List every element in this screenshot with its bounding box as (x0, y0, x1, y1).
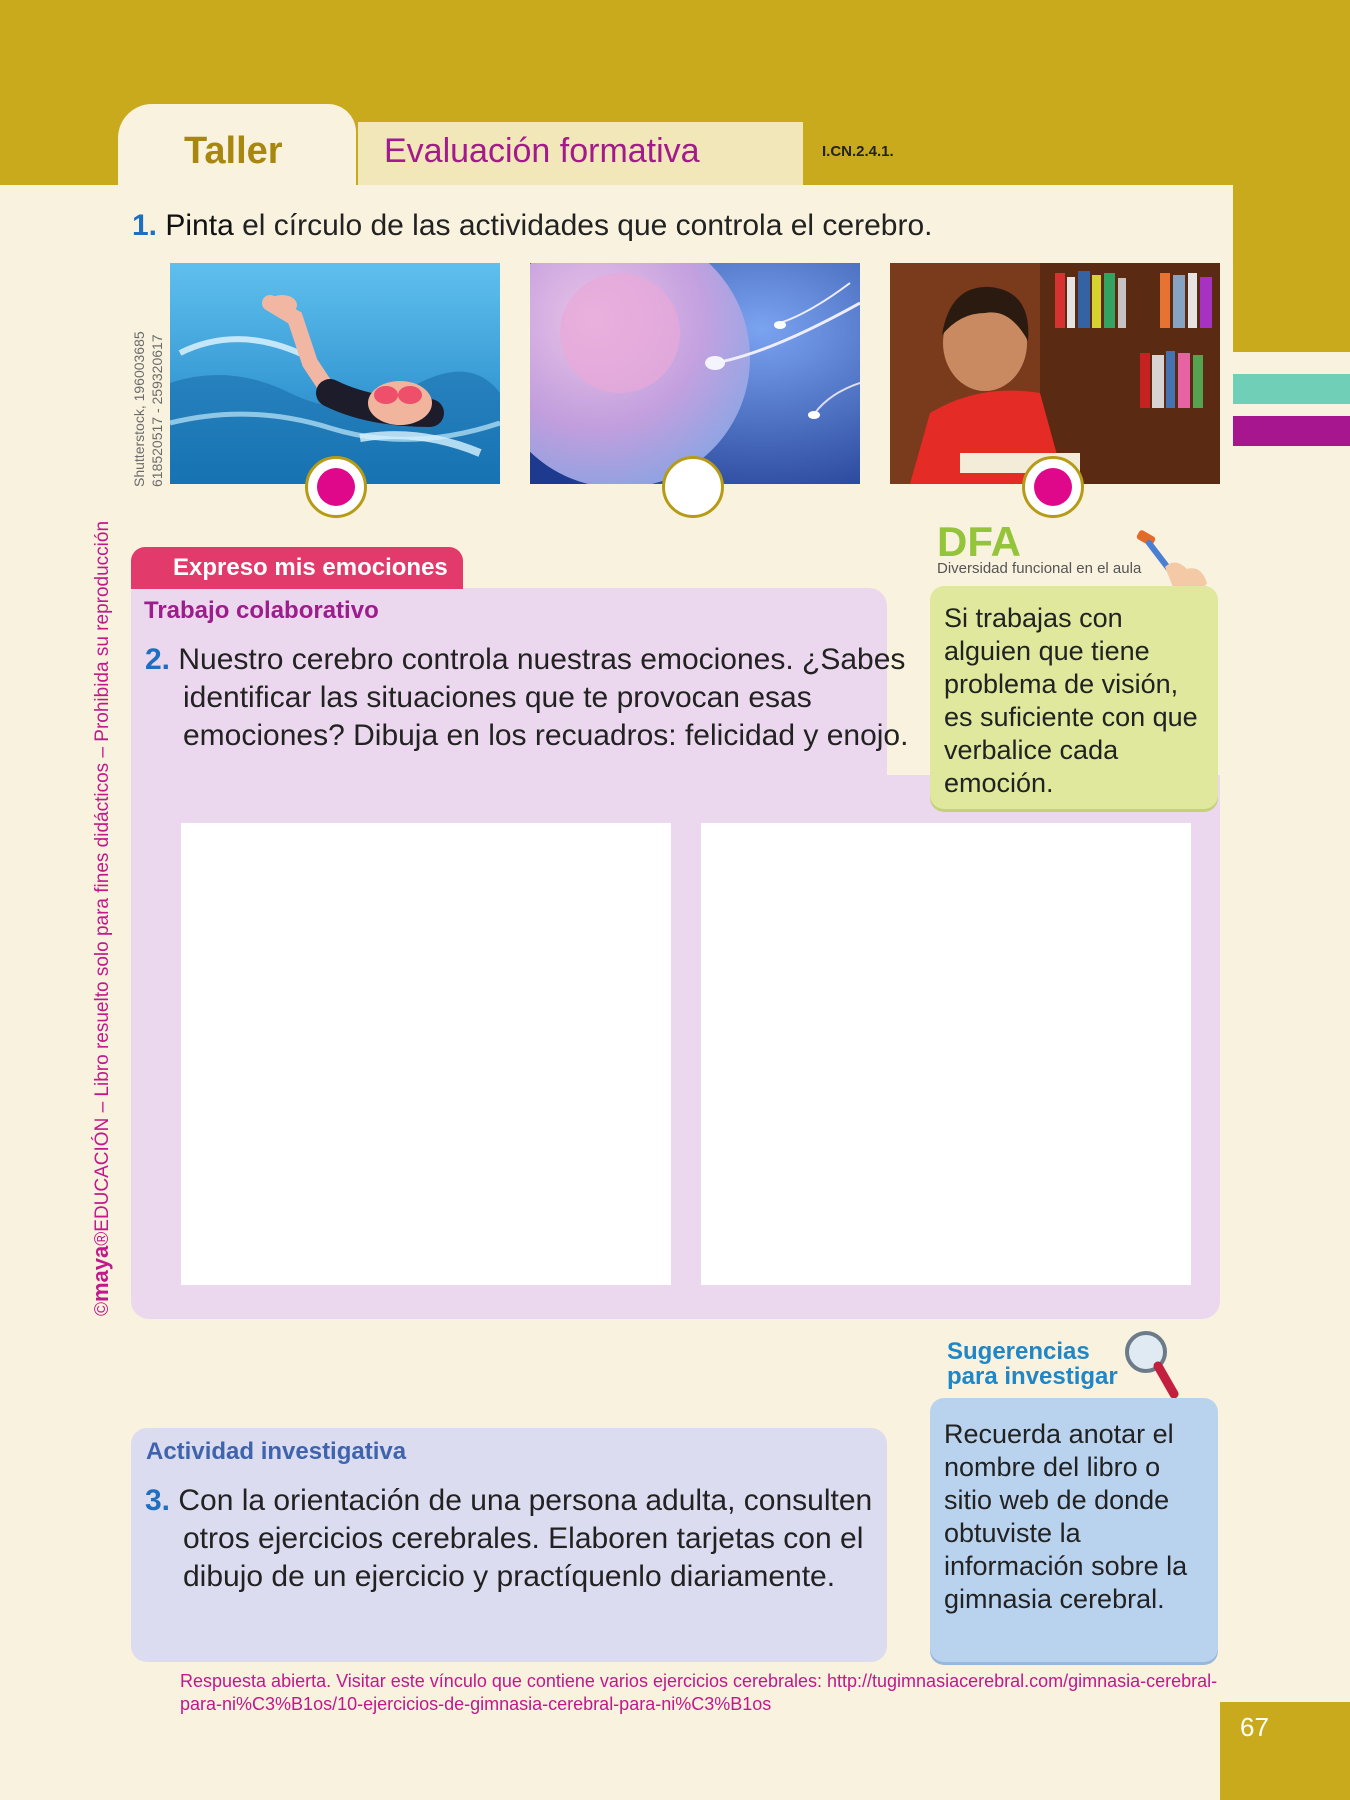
dfa-subtitle: Diversidad funcional en el aula (937, 560, 1142, 577)
page-number: 67 (1240, 1712, 1269, 1742)
page-number-box (1220, 1702, 1350, 1800)
drawing-box-enojo[interactable] (701, 823, 1191, 1285)
expreso-emociones-tab (131, 547, 463, 589)
photo-credit (130, 277, 166, 487)
trabajo-colaborativo-label: Trabajo colaborativo (144, 597, 379, 624)
q3-verb-1: consulten (743, 1484, 873, 1517)
dfa-box (930, 586, 1218, 809)
swimmer-image (170, 263, 500, 484)
tab-taller (118, 104, 356, 186)
tab-evaluacion-formativa (358, 122, 803, 185)
photo-credit-line-2: 618520517 - 259320617 (149, 334, 165, 487)
question-3 (145, 1482, 923, 1596)
teal-stripe (1233, 374, 1350, 404)
sugerencias-text (944, 1418, 1214, 1616)
filled-dot-1 (317, 468, 355, 506)
q2-text-a: Nuestro cerebro controla nuestras emociones. ¿Sabes identificar las situaciones que te provocan esas emociones? (178, 643, 906, 752)
question-2 (145, 641, 923, 755)
q2-verb: Dibuja (353, 719, 439, 752)
answer-note: Respuesta abierta. Visitar este vínculo que contiene varios ejercicios cerebrales: http://tugimnasiacerebral.com/gimnasia-cerebral-para-ni%C3%B1os/10-ejercicios-de-gimnasia-cerebral-para-ni%C3%B1os (180, 1671, 1218, 1714)
q1-number: 1. (132, 209, 158, 242)
copyright-symbol: © (92, 1302, 113, 1316)
right-color-band (1233, 185, 1350, 352)
sugerencias-title-line-2: para investigar (947, 1363, 1118, 1390)
sugerencias-verb: Recuerda (944, 1419, 1062, 1449)
sugerencias-title (947, 1339, 1118, 1389)
q3-text-4: diariamente. (661, 1560, 836, 1593)
q3-number: 3. (145, 1484, 171, 1517)
answer-circle-2[interactable] (662, 456, 724, 518)
photo-credit-line-1: Shutterstock, 196003685 (131, 331, 147, 487)
drawing-box-felicidad[interactable] (181, 823, 671, 1285)
filled-dot-3 (1034, 468, 1072, 506)
q2-text-b: en los recuadros: felicidad y enojo. (438, 719, 909, 752)
tab-taller-label: Taller (184, 130, 283, 172)
registered-symbol: ® (92, 1231, 113, 1246)
side-text-body: EDUCACIÓN – Libro resuelto solo para fines didácticos – Prohibida su reproducción (92, 520, 113, 1232)
dfa-text: Si trabajas con alguien que tiene problema de visión, es suficiente con que verbalice cada emoción. (944, 603, 1198, 798)
q2-number: 2. (145, 643, 171, 676)
sugerencias-box (930, 1398, 1218, 1662)
magenta-stripe (1233, 416, 1350, 446)
brand-logo-text: maya (88, 1245, 113, 1302)
q3-verb-3: practíquenlo (496, 1560, 662, 1593)
side-copyright-text (88, 476, 114, 1316)
q1-text: el círculo de las actividades que controla el cerebro. (233, 209, 933, 242)
curriculum-code: I.CN.2.4.1. (822, 143, 894, 160)
sugerencias-body: anotar el nombre del libro o sitio web de donde obtuviste la información sobre la gimnasia cerebral. (944, 1419, 1188, 1614)
tab-eval-label: Evaluación formativa (384, 132, 700, 170)
actividad-investigativa-label: Actividad investigativa (146, 1438, 407, 1465)
expreso-emociones-label: Expreso mis emociones (173, 554, 448, 581)
q1-verb: Pinta (165, 209, 234, 242)
sugerencias-title-line-1: Sugerencias (947, 1338, 1090, 1365)
q3-text-3: tarjetas con el dibujo de un ejercicio y (183, 1522, 864, 1593)
ovum-image (530, 263, 860, 484)
answer-circle-1[interactable] (305, 456, 367, 518)
q3-verb-2: Elaboren (548, 1522, 669, 1555)
boy-reading-image (890, 263, 1220, 484)
q3-text-2: otros ejercicios cerebrales. (183, 1522, 549, 1555)
dfa-title: DFA (937, 518, 1021, 565)
answer-circle-3[interactable] (1022, 456, 1084, 518)
question-1 (132, 207, 932, 245)
q3-text-1: Con la orientación de una persona adulta, (178, 1484, 744, 1517)
